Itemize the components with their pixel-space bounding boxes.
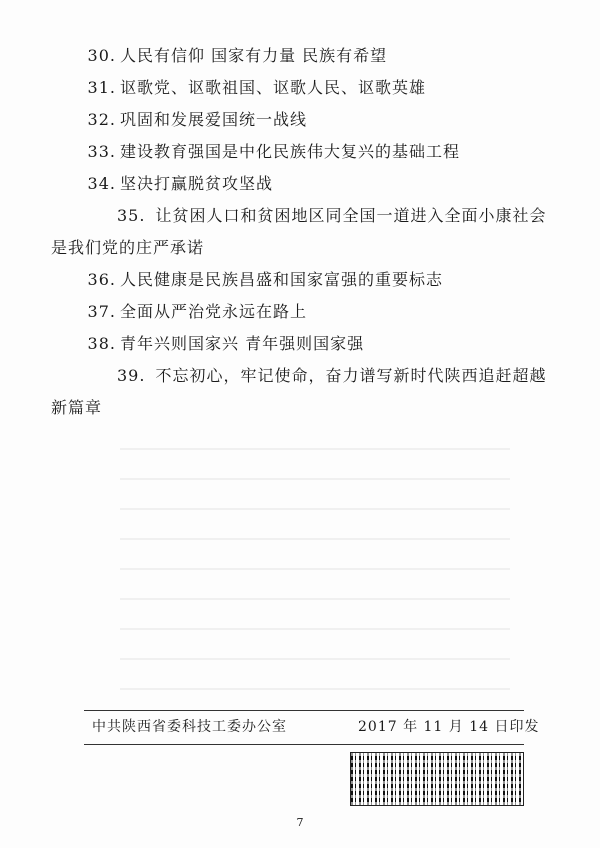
list-item (84, 136, 554, 168)
item-number: 35. (117, 206, 146, 225)
list-item (84, 168, 554, 200)
item-number: 39. (117, 366, 146, 385)
list-item (84, 104, 554, 136)
item-text: 让贫困人口和贫困地区同全国一道进入全面小康社会是我们党的庄严承诺 (51, 206, 547, 257)
slogan-list (51, 40, 554, 424)
item-text: 不忘初心，牢记使命，奋力谱写新时代陕西追赶超越新篇章 (51, 366, 547, 417)
item-text: 讴歌党、讴歌祖国、讴歌人民、讴歌英雄 (120, 78, 427, 97)
item-text: 全面从严治党永远在路上 (120, 302, 308, 321)
item-number: 31. (87, 78, 116, 97)
footer-rule-bottom (84, 744, 524, 745)
item-text: 人民有信仰 国家有力量 民族有希望 (120, 46, 388, 65)
list-item (51, 200, 554, 264)
issue-date: 2017 年 11 月 14 日印发 (358, 719, 540, 735)
bleed-through-text (120, 420, 510, 700)
list-item (51, 360, 554, 424)
item-text: 人民健康是民族昌盛和国家富强的重要标志 (120, 270, 444, 289)
list-item (84, 72, 554, 104)
item-text: 建设教育强国是中化民族伟大复兴的基础工程 (120, 142, 461, 161)
list-item (84, 264, 554, 296)
list-item (84, 296, 554, 328)
page-number: 7 (296, 816, 304, 829)
issuer-name: 中共陕西省委科技工委办公室 (92, 719, 287, 735)
item-number: 33. (87, 142, 116, 161)
item-number: 36. (87, 270, 116, 289)
item-number: 30. (87, 46, 116, 65)
item-number: 38. (87, 334, 116, 353)
footer-rule-top (84, 710, 524, 711)
item-text: 青年兴则国家兴 青年强则国家强 (120, 334, 365, 353)
item-number: 37. (87, 302, 116, 321)
barcode-image (350, 752, 524, 806)
item-text: 坚决打赢脱贫攻坚战 (120, 174, 274, 193)
list-item (84, 328, 554, 360)
item-number: 34. (87, 174, 116, 193)
item-number: 32. (87, 110, 116, 129)
item-text: 巩固和发展爱国统一战线 (120, 110, 308, 129)
list-item (84, 40, 554, 72)
